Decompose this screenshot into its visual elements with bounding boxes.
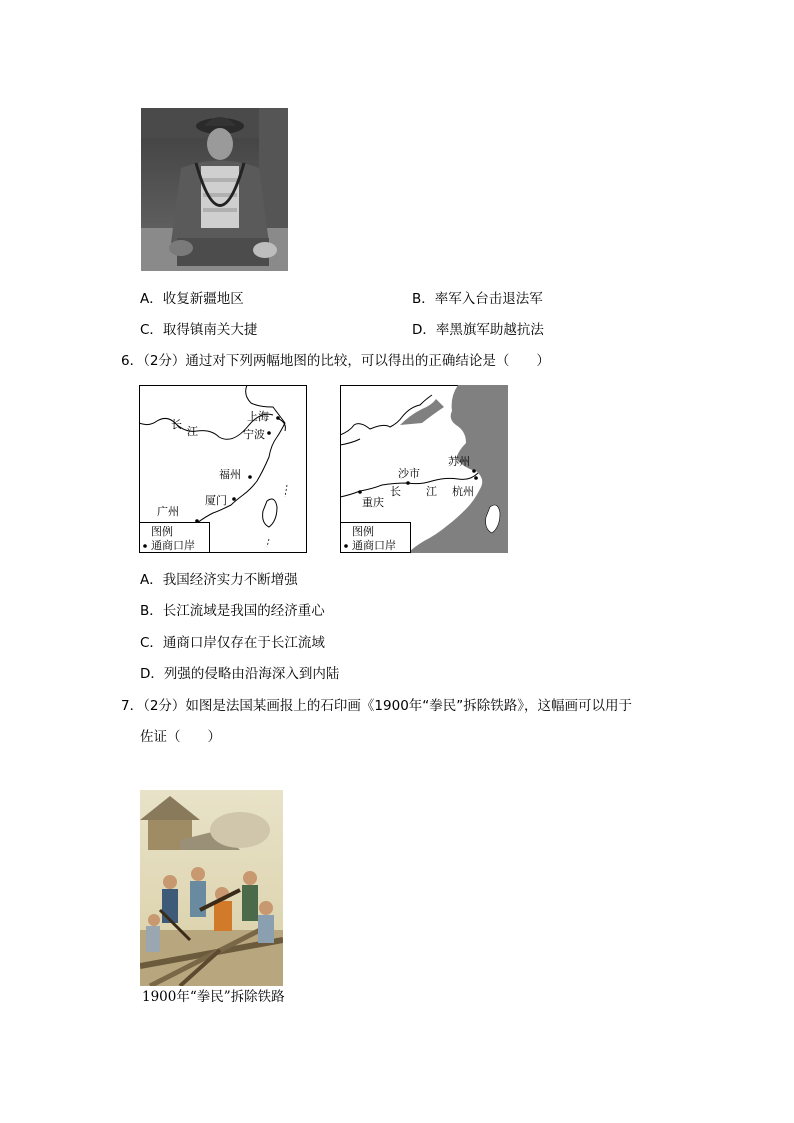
map1-label-xiamen: 厦门 <box>205 494 227 507</box>
map2-label-suzhou: 苏州 <box>448 455 470 468</box>
portrait-photo <box>141 108 288 271</box>
boxers-lithograph <box>140 790 283 986</box>
map2-legend-title: 图例 <box>352 525 374 538</box>
q6-option-a: A．我国经济实力不断增强 <box>140 572 298 588</box>
map1-label-chang: 长 <box>171 418 182 431</box>
map1-label-guangzhou: 广州 <box>157 505 179 518</box>
q6-option-c: C．通商口岸仅存在于长江流域 <box>140 635 325 651</box>
q5-option-b: B．率军入台击退法军 <box>412 291 543 307</box>
map1-label-ningbo: 宁波 <box>243 428 265 441</box>
q5-option-c: C．取得镇南关大捷 <box>140 322 258 338</box>
map1-legend-title: 图例 <box>151 525 173 538</box>
map2-label-shashi: 沙市 <box>398 467 420 480</box>
q5-option-a: A．收复新疆地区 <box>140 291 244 307</box>
lithograph-caption: 1900年“拳民”拆除铁路 <box>142 989 285 1005</box>
treaty-ports-map-2 <box>340 385 508 553</box>
treaty-ports-map-1 <box>139 385 307 553</box>
map2-label-hangzhou: 杭州 <box>452 485 474 498</box>
map1-label-shanghai: 上海 <box>247 410 269 423</box>
q6-option-d: D．列强的侵略由沿海深入到内陆 <box>140 666 340 682</box>
map2-label-chongqing: 重庆 <box>362 496 384 509</box>
map1-legend-item: 通商口岸 <box>151 539 195 552</box>
map2-label-jiang: 江 <box>426 485 437 498</box>
q7-stem-line1: 7．（2分）如图是法国某画报上的石印画《1900年“拳民”拆除铁路》，这幅画可以用于 <box>121 698 633 714</box>
map1-label-fuzhou: 福州 <box>219 468 241 481</box>
q7-stem-line2: 佐证（ ） <box>140 729 221 745</box>
map2-label-chang: 长 <box>390 485 401 498</box>
map2-legend-item: 通商口岸 <box>352 539 396 552</box>
q5-option-d: D．率黑旗军助越抗法 <box>412 322 544 338</box>
q6-option-b: B．长江流域是我国的经济重心 <box>140 603 325 619</box>
map1-label-jiang: 江 <box>187 425 198 438</box>
q6-stem: 6．（2分）通过对下列两幅地图的比较，可以得出的正确结论是（ ） <box>121 353 550 369</box>
